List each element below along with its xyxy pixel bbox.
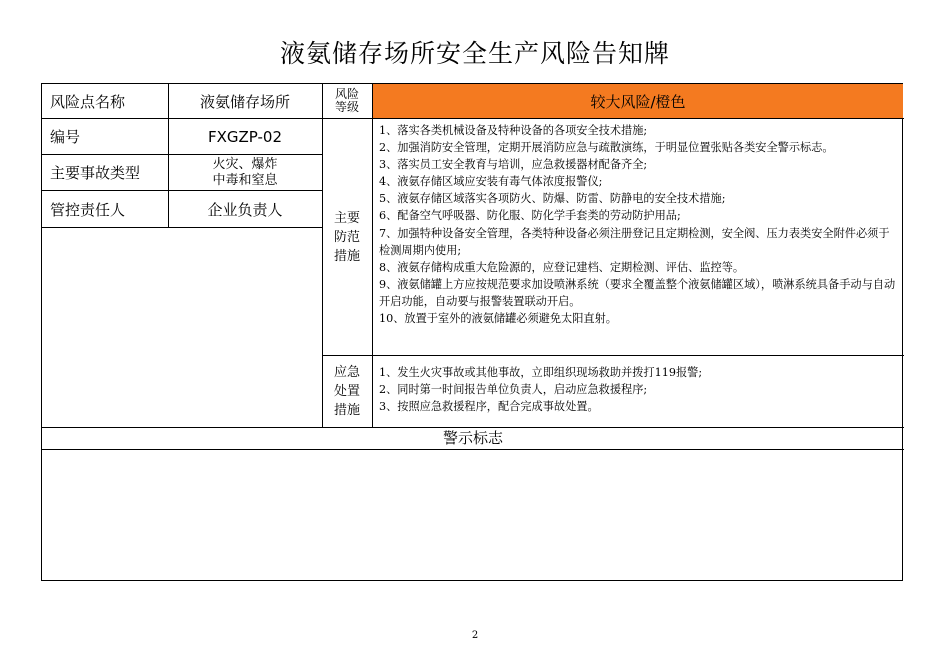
prevention-measure: 3、落实员工安全教育与培训，应急救援器材配备齐全; [379,158,648,172]
emergency-measure: 1、发生火灾事故或其他事故，立即组织现场救助并拨打119报警; [379,366,703,379]
emergency-label-2: 处置 [333,384,360,399]
warning-signs-area [42,450,904,580]
emergency-measure: 3、按照应急救援程序，配合完成事故处置。 [379,400,599,414]
prevention-label [322,119,372,355]
prevention-measure: 9、液氨储罐上方应按规范要求加设喷淋系统（要求全覆盖整个液氨储罐区域），喷淋系统具备手动与自动开启功能，自动要与报警装置联动开启。 [379,277,896,308]
number-label: 编号 [50,128,81,146]
risk-notice-table [41,83,903,581]
emergency-label-3: 措施 [333,403,360,418]
prevention-measure: 1、落实各类机械设备及特种设备的各项安全技术措施; [379,124,648,137]
risk-level-label [322,84,372,118]
prevention-measure: 5、液氨存储区域落实各项防火、防爆、防雷、防静电的安全技术措施; [379,192,726,206]
warning-signs-label: 警示标志 [442,429,503,447]
accident-type-value [168,155,322,190]
responsible-label: 管控责任人 [50,200,126,219]
risk-level-label-line2: 等级 [334,100,359,114]
risk-point-value: 液氨储存场所 [199,92,290,111]
prevention-measure: 7、加强特种设备安全管理，各类特种设备必须注册登记且定期检测，安全阀、压力表类安全附件必须于检测周期内使用; [379,226,890,257]
prevention-label-1: 主要 [333,210,360,226]
page-number: 2 [471,630,479,641]
accident-type-line1: 火灾、爆炸 [212,156,278,172]
risk-point-label: 风险点名称 [50,92,126,111]
prevention-label-3: 措施 [333,248,360,264]
prevention-measure: 4、液氨存储区域应安装有毒气体浓度报警仪; [379,175,603,189]
prevention-measure: 8、液氨存储构成重大危险源的，应登记建档、定期检测、评估、监控等。 [379,260,745,274]
emergency-measure: 2、同时第一时间报告单位负责人，启动应急救援程序; [379,383,648,397]
prevention-measure: 10、放置于室外的液氨储罐必须避免太阳直射。 [379,312,617,326]
risk-level-value: 较大风险/橙色 [373,84,903,118]
accident-type-line2: 中毒和窒息 [212,172,278,188]
page-title: 液氨储存场所安全生产风险告知牌 [279,39,670,68]
risk-level-label-line1: 风险 [334,87,359,101]
prevention-measure: 2、加强消防安全管理，定期开展消防应急与疏散演练，于明显位置张贴各类安全警示标志。 [379,141,834,155]
accident-type-label: 主要事故类型 [50,164,141,182]
prevention-label-2: 防范 [333,229,360,245]
prevention-measures [372,119,904,355]
emergency-label [322,356,372,427]
emergency-label-1: 应急 [333,365,360,380]
number-value: FXGZP-02 [207,127,283,146]
prevention-measure: 6、配备空气呼吸器、防化服、防化学手套类的劳动防护用品; [379,209,681,223]
emergency-measures [372,356,904,427]
responsible-value: 企业负责人 [207,200,283,219]
